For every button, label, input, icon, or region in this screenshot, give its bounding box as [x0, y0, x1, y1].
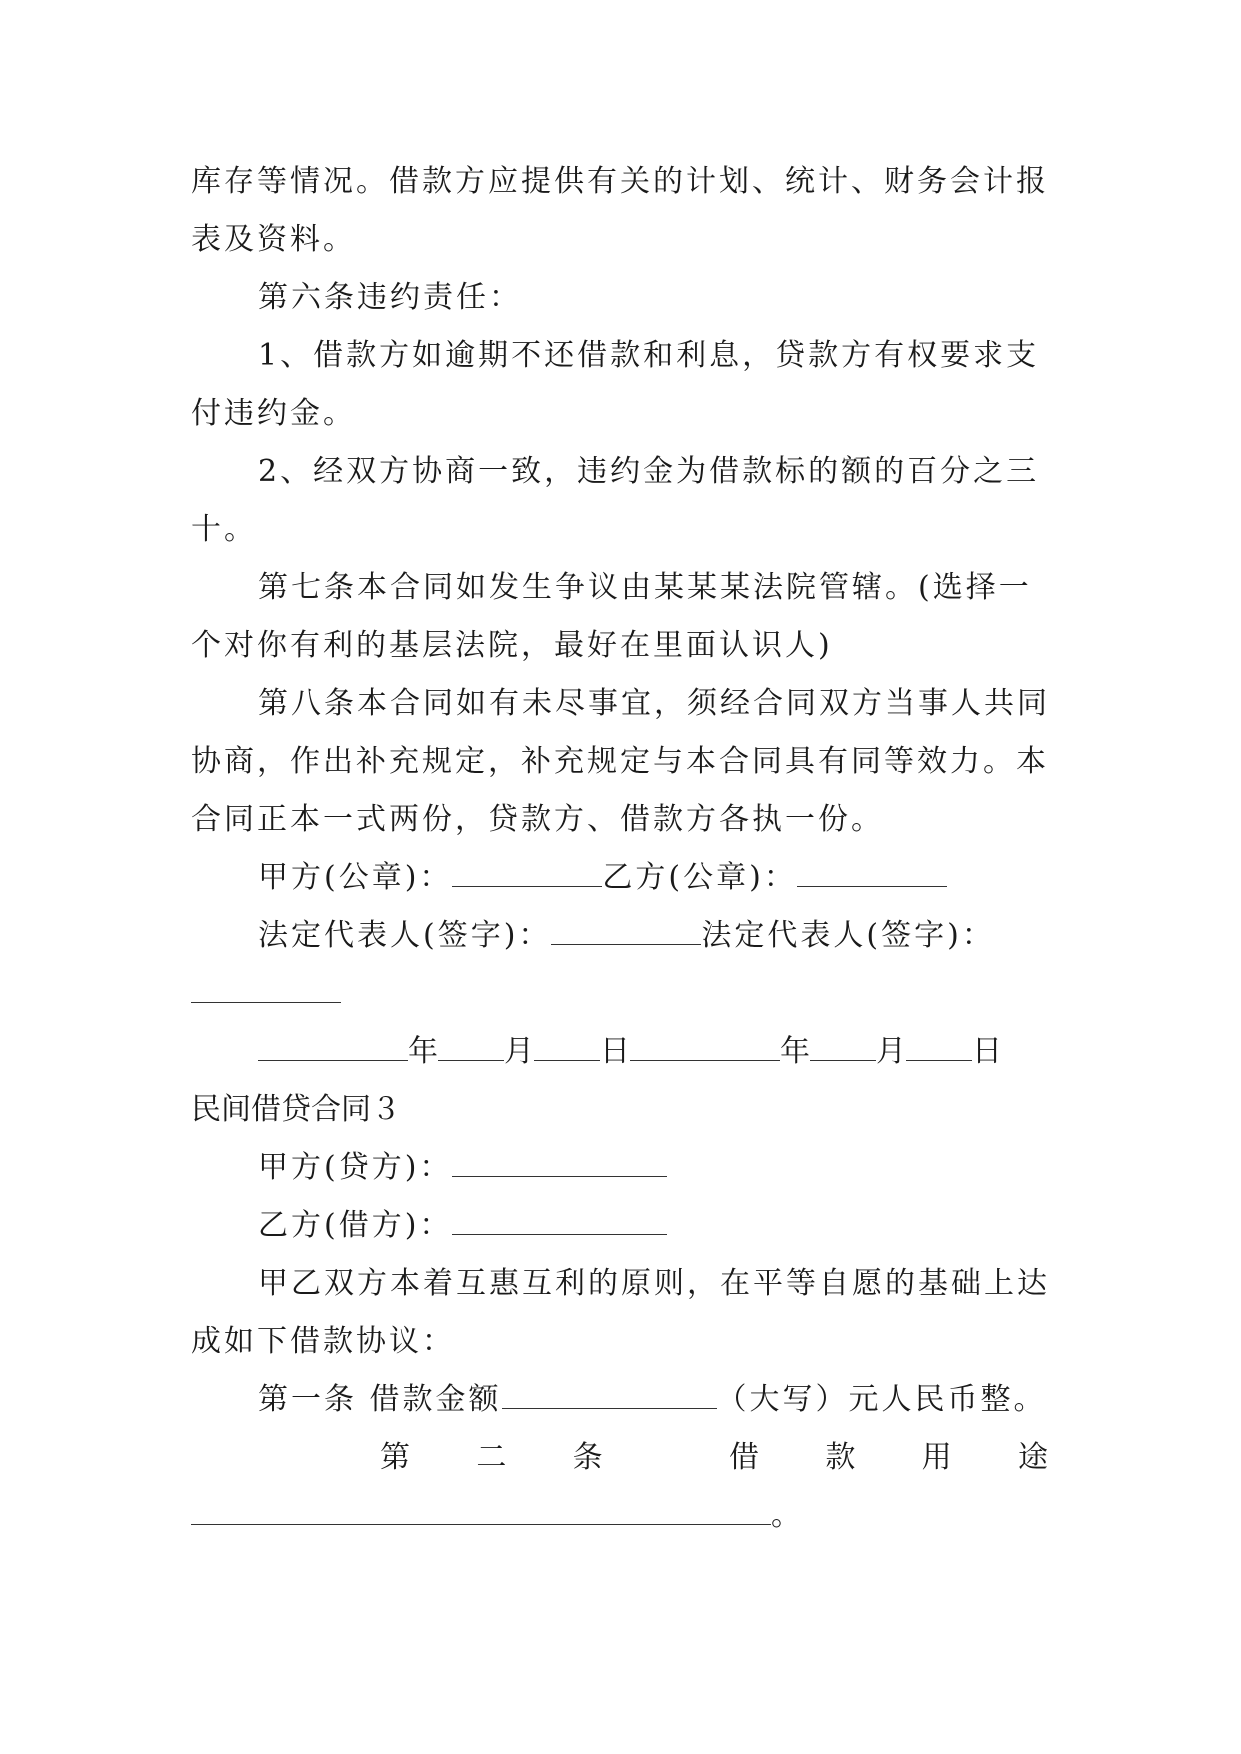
text-line: 付违约金。 [191, 396, 356, 431]
article-two-char: 借 [728, 1440, 759, 1475]
legal-rep-line [258, 914, 1118, 958]
year-label: 年 [408, 1034, 438, 1069]
day-blank [534, 1034, 600, 1061]
article-two-char: 第 [380, 1440, 410, 1475]
text-line: 个对你有利的基层法院，最好在里面认识人) [191, 628, 833, 663]
text-line: 库存等情况。借款方应提供有关的计划、统计、财务会计报 [191, 164, 1049, 199]
party-b-rep-label: 法定代表人(签字)： [701, 918, 995, 953]
party-a-line [258, 1146, 1118, 1190]
month-label: 月 [504, 1034, 534, 1069]
party-a-blank [452, 1150, 667, 1177]
section-heading: 第六条违约责任： [258, 280, 522, 315]
month-label: 月 [876, 1034, 906, 1069]
party-b-blank [452, 1208, 667, 1235]
text-line: 表及资料。 [191, 222, 356, 257]
article-one-label: 第一条 借款金额 [258, 1382, 502, 1417]
month-blank [810, 1034, 876, 1061]
text-line: 2、经双方协商一致，违约金为借款标的额的百分之三 [258, 454, 1040, 489]
party-b-line [258, 1204, 1118, 1248]
year-blank [258, 1034, 408, 1061]
day-label: 日 [600, 1034, 630, 1069]
text-line: 第七条本合同如发生争议由某某某法院管辖。(选择一 [258, 570, 1032, 605]
article-two-char: 二 [476, 1440, 507, 1475]
year-label: 年 [780, 1034, 810, 1069]
article-two-line [380, 1436, 1048, 1480]
loan-purpose-blank [191, 1498, 771, 1525]
year-blank [630, 1034, 780, 1061]
contract-title: 民间借贷合同３ [191, 1092, 401, 1127]
article-one-suffix: （大写）元人民币整。 [716, 1382, 1047, 1417]
article-one-line [258, 1378, 1118, 1422]
day-blank [906, 1034, 972, 1061]
party-a-seal-label: 甲方(公章)： [258, 860, 453, 895]
article-two-char: 用 [921, 1440, 952, 1475]
text-line: 协商，作出补充规定，补充规定与本合同具有同等效力。本 [191, 744, 1049, 779]
text-line: 1、借款方如逾期不还借款和利息，贷款方有权要求支 [258, 338, 1040, 373]
party-a-label: 甲方(贷方)： [258, 1150, 453, 1185]
text-line: 成如下借款协议： [191, 1324, 455, 1359]
text-line: 十。 [191, 512, 257, 547]
party-b-seal-label: 乙方(公章)： [602, 860, 797, 895]
legal-rep-blank-line [191, 972, 1051, 1016]
loan-purpose-end: 。 [771, 1498, 804, 1533]
text-line: 第八条本合同如有未尽事宜，须经合同双方当事人共同 [258, 686, 1050, 721]
loan-amount-blank [502, 1382, 717, 1409]
text-line: 甲乙双方本着互惠互利的原则，在平等自愿的基础上达 [258, 1266, 1050, 1301]
month-blank [438, 1034, 504, 1061]
party-a-rep-label: 法定代表人(签字)： [258, 918, 552, 953]
party-a-seal-blank [452, 860, 602, 887]
party-seal-line [258, 856, 1118, 900]
party-b-seal-blank [797, 860, 947, 887]
party-a-rep-blank [551, 918, 701, 945]
article-two-char: 条 [572, 1440, 603, 1475]
article-two-char: 途 [1017, 1440, 1048, 1475]
party-b-label: 乙方(借方)： [258, 1208, 453, 1243]
loan-purpose-line [191, 1494, 1051, 1538]
day-label: 日 [972, 1034, 1002, 1069]
date-line [258, 1030, 1118, 1074]
text-line: 合同正本一式两份，贷款方、借款方各执一份。 [191, 802, 884, 837]
article-two-char: 款 [825, 1440, 856, 1475]
party-b-rep-blank [191, 976, 341, 1003]
